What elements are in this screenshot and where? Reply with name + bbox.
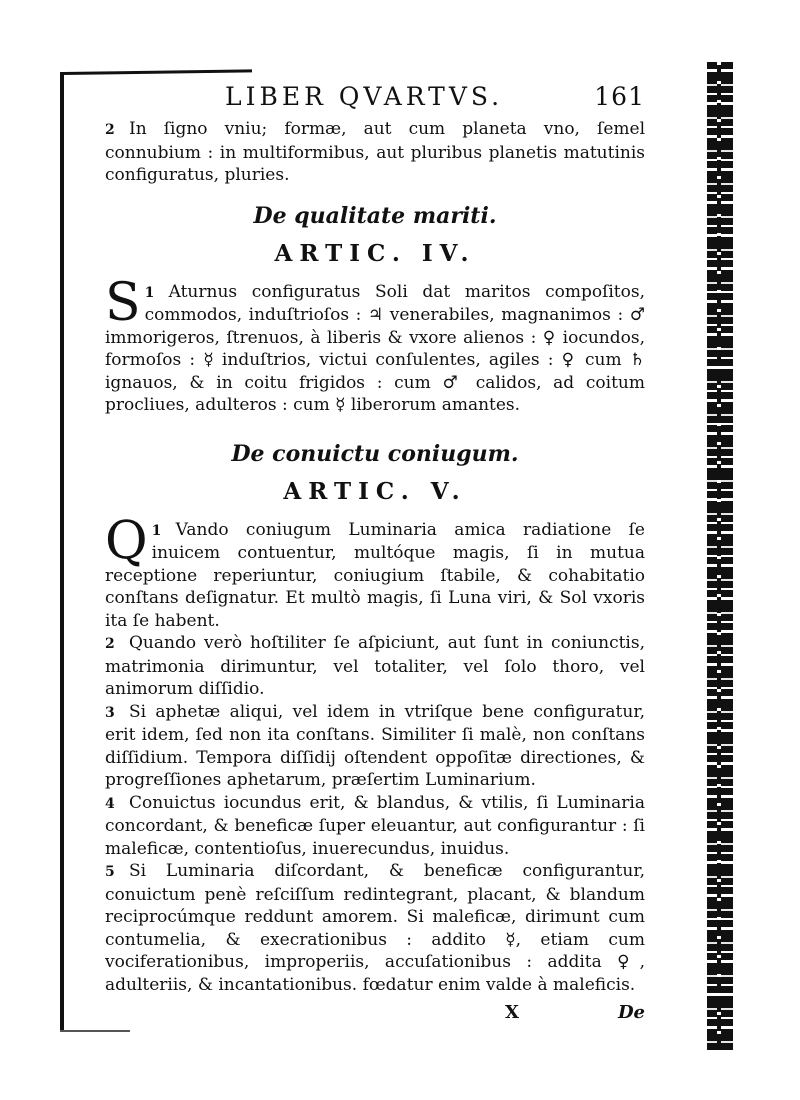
page-footer [105,1002,645,1028]
paragraph-text: Conuictus iocundus erit, & blandus, & vtilis, ſi Luminaria concordant, & beneficæ ſuper eleuantur, aut configurantur : ſi maleficæ, contentioſus, inuerecundus, inuidus. [105,792,645,859]
article-v-paragraph-1 [105,510,645,633]
paragraph-text: Vando coniugum Luminaria amica radiatione ſe inuicem contuentur, multóque magis, ſi in mutua receptione reperiuntur, coniugium ſtabile, & cohabitatio conſtans deſignatur. Et multò magis, ſi Luna viri, & Sol vxoris ita ſe habent. [105,519,645,631]
article-v-paragraph-5 [105,860,645,996]
scan-border-bottom [60,1030,130,1032]
signature-mark: X [505,1002,519,1023]
drop-capital: S [105,272,141,333]
paragraph-text: In ſigno vniu; formæ, aut cum planeta vno, ſemel connubium : in multiformibus, aut pluribus planetis matutinis configuratus, pluries. [105,119,645,185]
scan-border-top [62,69,252,75]
paragraph-number: 2 [105,636,115,652]
running-head [105,82,645,118]
paragraph-number: 2 [105,122,115,138]
paragraph-number: 5 [105,864,115,880]
section-title-qualitate: De qualitate mariti. [253,202,497,229]
intro-paragraph [105,118,645,187]
paragraph-number: 4 [105,795,115,812]
paragraph-text: Si aphetæ aliqui, vel idem in vtriſque bene configuratur, erit idem, ſed non ita conſtans. Similiter ſi malè, non conſtans diſſidium. Tempora diſſidij oſtendent oppoſitæ directiones, & progreſſiones aphetarum, præſertim Luminarium. [105,701,645,790]
article-v-paragraph-3 [105,701,645,792]
paragraph-text: Quando verò hoſtiliter ſe aſpiciunt, aut ſunt in coniunctis, matrimonia dirimuntur, vel totaliter, vel ſolo thoro, vel animorum diſſidio. [105,633,645,699]
paragraph-number: 1 [151,522,162,539]
paragraph-number: 1 [144,284,155,301]
article-v-paragraph-4 [105,792,645,861]
page-text-block [105,82,645,1028]
book-binding-edge-inner [717,62,721,1052]
drop-capital: Q [105,510,148,571]
article-heading-v: ARTIC. V. [283,477,467,505]
paragraph-text: Si Luminaria diſcordant, & beneficæ configurantur, conuictum penè reſciſſum redintegrant, placant, & blandum reciprocúmque reddunt amorem. Si maleficæ, dirimunt cum contumelia, & execrationibus : addito ☿, etiam cum vociferationibus, improperiis, accuſationibus : addita ♀, adulteriis, & incantationibus. fœdatur enim valde à maleficis. [105,861,645,995]
article-heading-iv: ARTIC. IV. [274,239,476,267]
paragraph-text: Aturnus configuratus Soli dat maritos compoſitos, commodos, induſtrioſos : ♃ venerabiles, magnanimos : ♂ immorigeros, ſtrenuos, à liberis & vxore alienos : ♀ iocundos, formoſos : ☿ induſtrios, victui conſulentes, agiles : ♀ cum ♄ ignauos, & in coitu frigidos : cum ♂ calidos, ad coitum procliues, adulteros : cum ☿ liberorum amantes. [105,281,645,415]
scan-border-left [60,72,64,1032]
page-number: 161 [594,82,645,111]
section-title-conuictu: De conuictu coniugum. [231,440,519,467]
catchword: De [617,1002,645,1023]
article-iv-paragraph-1 [105,272,645,417]
article-v-paragraph-2 [105,632,645,701]
running-head-title: LIBER QVARTVS. [225,82,504,111]
paragraph-number: 3 [105,704,115,721]
